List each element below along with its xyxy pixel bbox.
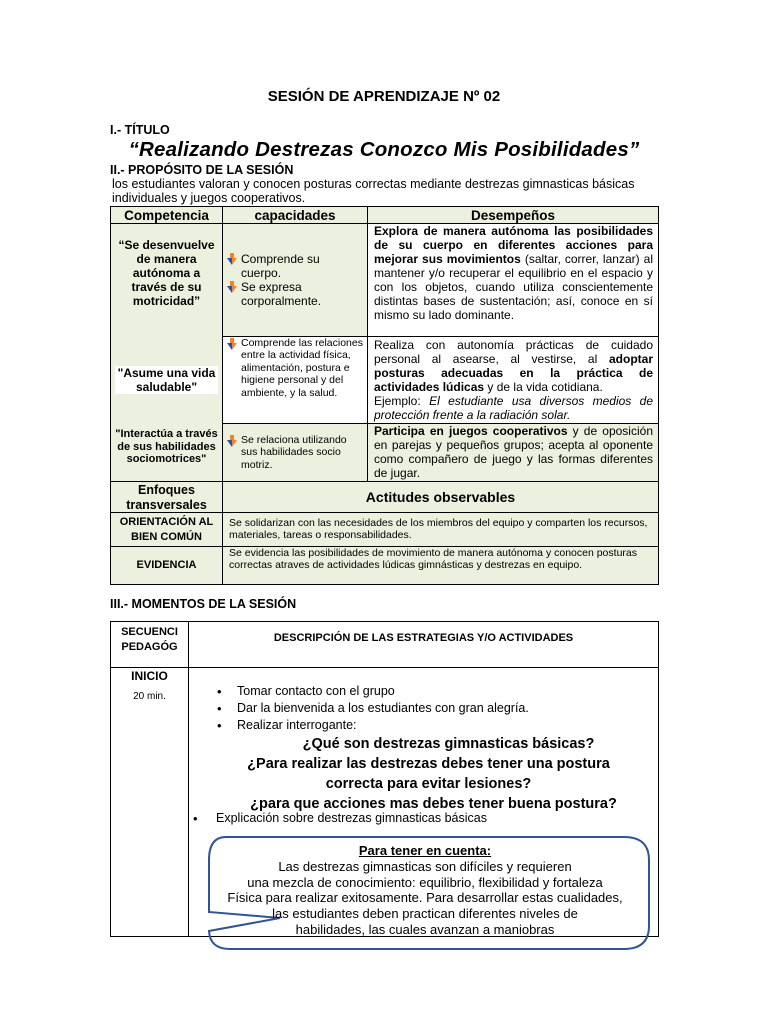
page-title: SESIÓN DE APRENDIZAJE Nº 02 xyxy=(267,88,501,105)
desempeno-row-2: Realiza con autonomía prácticas de cuidado personal al asearse, al vestirse, al adoptar posturas adecuadas en la práctica de actividades lúdicas y de la vida cotidiana. Ejemplo: El estudiante usa diversos medios de protección frente a la radiación solar. xyxy=(367,336,659,424)
header-competencia: Competencia xyxy=(110,206,223,224)
questions-block xyxy=(217,734,640,814)
enfoques-cell xyxy=(110,481,223,513)
list-item: • Dar la bienvenida a los estudiantes con gran alegría. xyxy=(213,700,648,717)
capacidades-row-2 xyxy=(222,336,368,424)
question-3: ¿para que acciones mas debes tener buena postura? xyxy=(250,796,617,812)
competencia-2: "Asume una vida saludable" xyxy=(115,366,218,394)
callout-line: Física para realizar exitosamente. Para desarrollar estas cualidades, xyxy=(227,890,623,906)
list-item: • Explicación sobre destrezas gimnasticas básicas xyxy=(189,810,648,827)
actitudes-header: Actitudes observables xyxy=(222,481,659,513)
evidencia-text: Se evidencia las posibilidades de movimiento de manera autónoma y conocen posturas correctas atraves de actividades lúdicas gimnásticas y destrezas en equipo. xyxy=(229,547,637,572)
orientacion-cell xyxy=(110,512,223,547)
capacidades-row-1 xyxy=(222,223,368,337)
desempeno-row-3: Participa en juegos cooperativos y de oposición en parejas y pequeños grupos; acepta al oponente como compañero de juego y las formas diferentes de jugar. xyxy=(367,423,659,482)
evidencia-label: EVIDENCIA xyxy=(136,559,197,571)
capacidad-item: Se expresa corporalmente. xyxy=(227,280,363,308)
session-main-title: “Realizando Destrezas Conozco Mis Posibilidades” xyxy=(128,138,640,161)
arrow-bullet-icon xyxy=(227,281,237,293)
question-2: ¿Para realizar las destrezas debes tener una postura correcta para evitar lesiones? xyxy=(247,756,610,792)
question-1: ¿Qué son destrezas gimnasticas básicas? xyxy=(302,736,595,752)
enfoques-label: Enfoques transversales xyxy=(126,483,207,512)
callout-line: una mezcla de conocimiento: equilibrio, flexibilidad y fortaleza xyxy=(247,874,603,890)
desempeno-row-1: Explora de manera autónoma las posibilidades de su cuerpo en diferentes acciones para mejorar sus movimientos (saltar, correr, lanzar) al mantener y/o recuperar el equilibrio en el espacio y con los objetos, cuando utiliza conscientemente distintas bases de sustentación; así, conoce en sí mismo su lado dominante. xyxy=(367,223,659,337)
callout-heading: Para tener en cuenta: xyxy=(358,843,492,858)
arrow-bullet-icon xyxy=(227,435,237,447)
phase-cell xyxy=(110,667,189,937)
orientacion-label: ORIENTACIÓN AL BIEN COMÚN xyxy=(119,516,214,543)
phase-time: 20 min. xyxy=(133,691,166,702)
header-capacidades: capacidades xyxy=(222,206,368,224)
orientacion-text-cell xyxy=(222,512,659,547)
callout-line: las estudiantes deben practican diferentes niveles de xyxy=(272,906,578,922)
competencia-3: "Interactúa a través de sus habilidades sociomotrices" xyxy=(115,428,218,465)
capacidad-item: Comprende las relaciones entre la actividad física, alimentación, postura e higiene personal y del ambiente, y la salud. xyxy=(227,337,363,399)
header-desempenos: Desempeños xyxy=(367,206,659,224)
evidencia-text-cell xyxy=(222,546,659,585)
section-title-1: I.- TÍTULO xyxy=(110,123,170,137)
orientacion-text: Se solidarizan con las necesidades de los miembros del equipo y comparten los recursos, materiales, tareas o responsabilidades. xyxy=(229,517,648,542)
moments-col2-header: DESCRIPCIÓN DE LAS ESTRATEGIAS Y/O ACTIVIDADES xyxy=(188,621,659,668)
arrow-bullet-icon xyxy=(227,253,237,265)
capacidad-item: Comprende su cuerpo. xyxy=(227,252,363,280)
competencia-column xyxy=(110,223,223,482)
arrow-bullet-icon xyxy=(227,338,237,350)
moments-col1-header: SECUENCI PEDAGÓG xyxy=(110,621,189,668)
section-title-2: II.- PROPÓSITO DE LA SESIÓN xyxy=(110,163,294,177)
capacidad-item: Se relaciona utilizando sus habilidades socio motriz. xyxy=(227,434,363,471)
evidencia-cell xyxy=(110,546,223,585)
list-item: • Realizar interrogante: xyxy=(213,717,648,734)
activities-list xyxy=(213,683,648,734)
callout-line: habilidades, las cuales avanzan a maniobras xyxy=(295,921,555,937)
section-title-3: III.- MOMENTOS DE LA SESIÓN xyxy=(110,597,297,611)
list-item: • Tomar contacto con el grupo xyxy=(213,683,648,700)
competencia-1: “Se desenvuelve de manera autónoma a través de su motricidad” xyxy=(118,238,215,308)
callout-content xyxy=(205,843,645,938)
purpose-text: los estudiantes valoran y conocen posturas correctas mediante destrezas gimnasticas básicas individuales y juegos cooperativos. xyxy=(112,177,635,205)
callout-line: Las destrezas gimnasticas son difíciles y requieren xyxy=(278,858,572,874)
phase-label: INICIO xyxy=(131,669,168,683)
capacidades-row-3 xyxy=(222,423,368,482)
